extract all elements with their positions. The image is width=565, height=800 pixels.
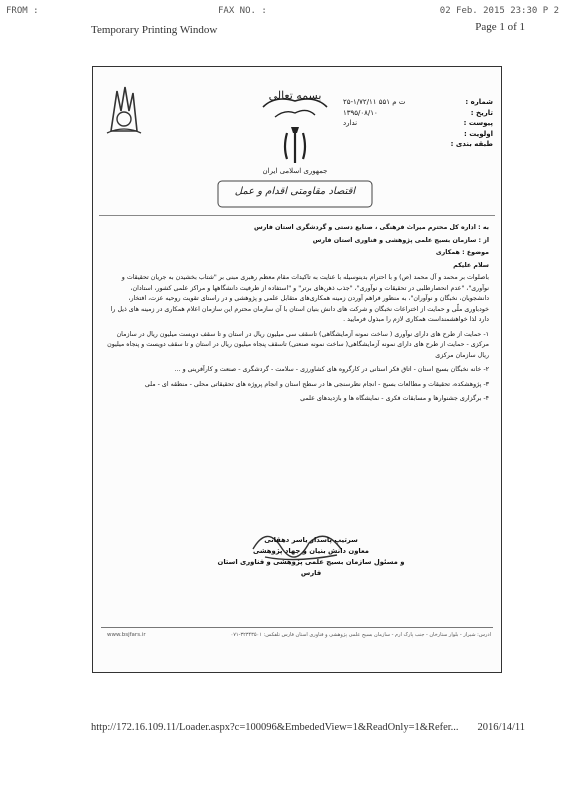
- subject-line: موضوع : همکاری: [435, 249, 489, 256]
- meta-label: پیوست :: [463, 119, 493, 127]
- greeting-line: سلام علیکم: [453, 261, 489, 269]
- print-date: 2016/14/11: [477, 722, 525, 733]
- page-url: http://172.16.109.11/Loader.aspx?c=100096&EmbededView=1&ReadOnly=1&Refer...: [91, 722, 459, 733]
- meta-label: اولویت :: [463, 129, 493, 138]
- republic-text: جمهوری اسلامی ایران: [262, 167, 328, 175]
- footer-divider: [101, 627, 493, 628]
- letter-metadata: [343, 97, 493, 150]
- signer-title: و مسئول سازمان بسیج علمی پژوهشی و فناوری استان فارس: [217, 558, 405, 577]
- meta-value: ندارد: [343, 119, 358, 127]
- signature-block: [213, 535, 409, 579]
- footer-address: آدرس: شیراز - بلوار ستارخان - جنب پارک ارم - سازمان بسیج علمی پژوهشی و فناوری استان فارس تلفکس: ۳۲۳۴۳۵۰۱-۰۷۱: [230, 632, 491, 638]
- list-item: ۲- خانه نخبگان بسیج استان - اتاق فکر استانی در کارگروه های کشاورزی - سلامت - گردشگری - صنعت و کارآفرینی و ...: [174, 366, 489, 373]
- sender-line: از : سازمان بسیج علمی پژوهشی و فناوری استان فارس: [312, 236, 489, 244]
- page-number: Page 1 of 1: [475, 21, 525, 33]
- meta-row: [343, 139, 493, 150]
- meta-row: [343, 108, 493, 119]
- recipient-line: به : اداره کل محترم میراث فرهنگی ، صنایع دستی و گردشگری استان فارس: [254, 224, 489, 231]
- print-window-title: Temporary Printing Window: [91, 24, 218, 36]
- meta-label: طبقه بندی :: [450, 140, 493, 148]
- iran-emblem: [245, 89, 345, 189]
- meta-label: شماره :: [465, 98, 493, 106]
- letter-body: [105, 223, 489, 408]
- bismillah-text: بسمه تعالی: [268, 89, 322, 102]
- header-divider: [99, 215, 495, 216]
- slogan-box: [217, 179, 373, 209]
- meta-value: ۲۵-۱/۷۲/۱۱ ۵۵۱ ت م: [343, 98, 406, 106]
- main-paragraph: باصلوات بر محمد و آل محمد (ص) و با احترام بدینوسیله با عنایت به تاکیدات مقام معظم رهبری مبنی بر "شتاب بخشیدن به جریان تحقیقات و نوآوری"، "عدم انحصارطلبی در تحقیقات و نوآوری"، "جذب ذهن‌های برتر" و "استفاده از ظرفیت دانشگاهها و مراکز علمی کشور، استادان، دانشجویان، نخبگان و نوآوران"، به منظور فراهم آوردن زمینه همکاری‌های متقابل علمی و پژوهشی و در راستای تقویت روحیه عزت، افتخار، خودباوری ملّی و حمایت از اختراعات نخبگان و شرکت های دانش بنیان استان با آن سازمان محترم این سازمان اعلام همکاری در زمینه های ذیل را دارد لذا خواهشمنداست همکاری لازم را مبذول فرمایید .: [110, 274, 489, 323]
- meta-row: [343, 129, 493, 140]
- fax-header: [6, 6, 559, 20]
- basij-emblem-icon: [103, 81, 145, 137]
- meta-row: [343, 118, 493, 129]
- signer-name: سرتیپ پاسدار یاسر دهقانی: [264, 536, 358, 544]
- footer-website: www.bsjfars.ir: [107, 632, 146, 638]
- fax-date: 02 Feb. 2015 23:30 P 2: [439, 6, 559, 16]
- signer-title: معاون دانش بنیان و جهاد پژوهشی: [252, 547, 370, 555]
- letter-document: [92, 66, 502, 673]
- fax-from: FROM :: [6, 6, 39, 16]
- list-item: ۳- پژوهشکده، تحقیقات و مطالعات بسیج - انجام نظرسنجی ها در سطح استان و انجام پروژه های تحقیقاتی محلی - منطقه ای - ملی: [144, 380, 489, 388]
- meta-row: [343, 97, 493, 108]
- slogan-text: اقتصاد مقاومتی اقدام و عمل: [234, 186, 356, 197]
- meta-value: ۱۳۹۵/۰۸/۱۰: [343, 108, 378, 117]
- list-item: ۱- حمایت از طرح های دارای نوآوری ( ساخت نمونه آزمایشگاهی) تاسقف سی میلیون ریال در استان و تا سقف دویست میلیون ریال در سازمان مرکزی - حمایت از طرح های دارای نمونه آزمایشگاهی( ساخت نمونه صنعتی) تاسقف پنجاه میلیون ریال در استان و تا سقف دویست و پنجاه میلیون ریال سازمان مرکزی: [107, 330, 489, 359]
- fax-number: FAX NO. :: [218, 6, 267, 16]
- list-item: ۴- برگزاری جشنوارها و مسابقات فکری - نمایشگاه ها و بازدیدهای علمی: [300, 395, 489, 402]
- meta-label: تاریخ :: [470, 108, 493, 117]
